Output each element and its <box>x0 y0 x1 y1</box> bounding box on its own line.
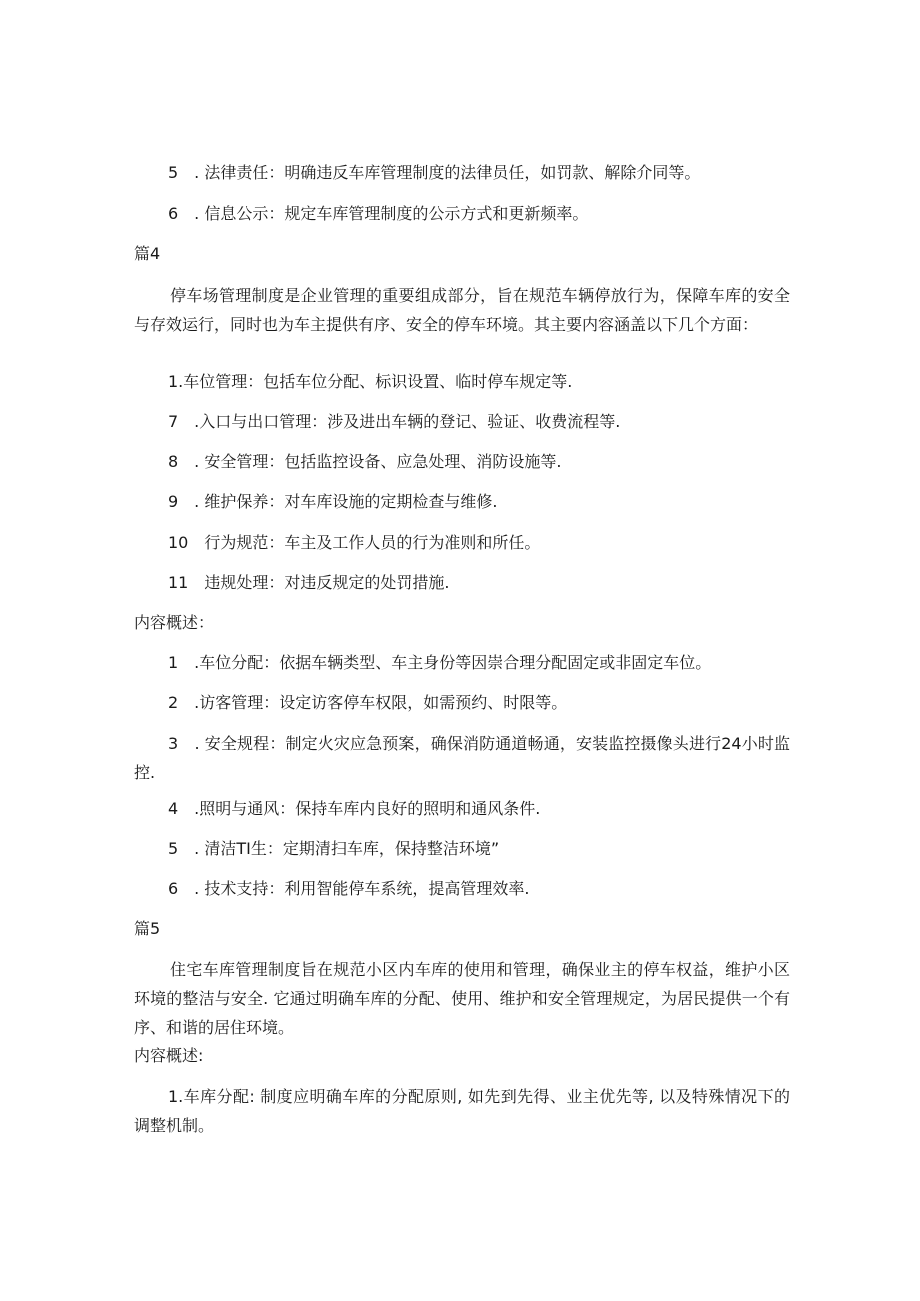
paragraph: 住宅车库管理制度旨在规范小区内车库的使用和管理，确保业主的停车权益，维护小区环境的整洁与安全. 它通过明确车库的分配、使用、维护和安全管理规定，为居民提供一个有序、和谐的居住环境。 <box>134 960 790 1037</box>
list-item: 6 . 信息公示：规定车库管理制度的公示方式和更新频率。 <box>168 204 589 223</box>
section-heading: 篇5 <box>134 919 161 938</box>
list-item: 1.车位管理：包括车位分配、标识设置、临时停车规定等. <box>168 372 573 391</box>
list-item: 8 . 安全管理：包括监控设备、应急处理、消防设施等. <box>168 452 562 471</box>
list-item: 6 . 技术支持：利用智能停车系统，提高管理效率. <box>168 879 530 898</box>
paragraph: 停车场管理制度是企业管理的重要组成部分，旨在规范车辆停放行为，保障车库的安全与存效运行，同时也为车主提供有序、安全的停车环境。其主要内容涵盖以下几个方面： <box>134 286 790 334</box>
list-item: 3 . 安全规程：制定火灾应急预案，确保消防通道畅通，安装监控摄像头进行24小时监控. <box>134 734 790 782</box>
section-subheading: 内容概述： <box>134 613 215 632</box>
list-item: 5 . 清洁TI生：定期清扫车库，保持整洁环境” <box>168 839 500 858</box>
list-item: 1.车库分配: 制度应明确车库的分配原则, 如先到先得、业主优先等, 以及特殊情况下的调整机制。 <box>134 1087 790 1135</box>
list-item: 2 .访客管理：设定访客停车权限，如需预约、时限等。 <box>168 693 568 712</box>
list-item: 5 . 法律责任：明确违反车库管理制度的法律员任，如罚款、解除介同等。 <box>168 163 701 182</box>
list-item: 10 行为规范：车主及工作人员的行为准则和所任。 <box>168 533 541 552</box>
list-item: 11 违规处理：对违反规定的处罚措施. <box>168 573 450 592</box>
section-heading: 篇4 <box>134 244 161 263</box>
list-item: 4 .照明与通风：保持车库内良好的照明和通风条件. <box>168 799 541 818</box>
list-item: 7 .入口与出口管理：涉及进出车辆的登记、验证、收费流程等. <box>168 412 621 431</box>
section-subheading: 内容概述: <box>134 1046 204 1065</box>
list-item: 1 .车位分配：依据车辆类型、车主身份等因崇合理分配固定或非固定车位。 <box>168 653 712 672</box>
list-item: 9 . 维护保养：对车库设施的定期检查与维修. <box>168 492 498 511</box>
